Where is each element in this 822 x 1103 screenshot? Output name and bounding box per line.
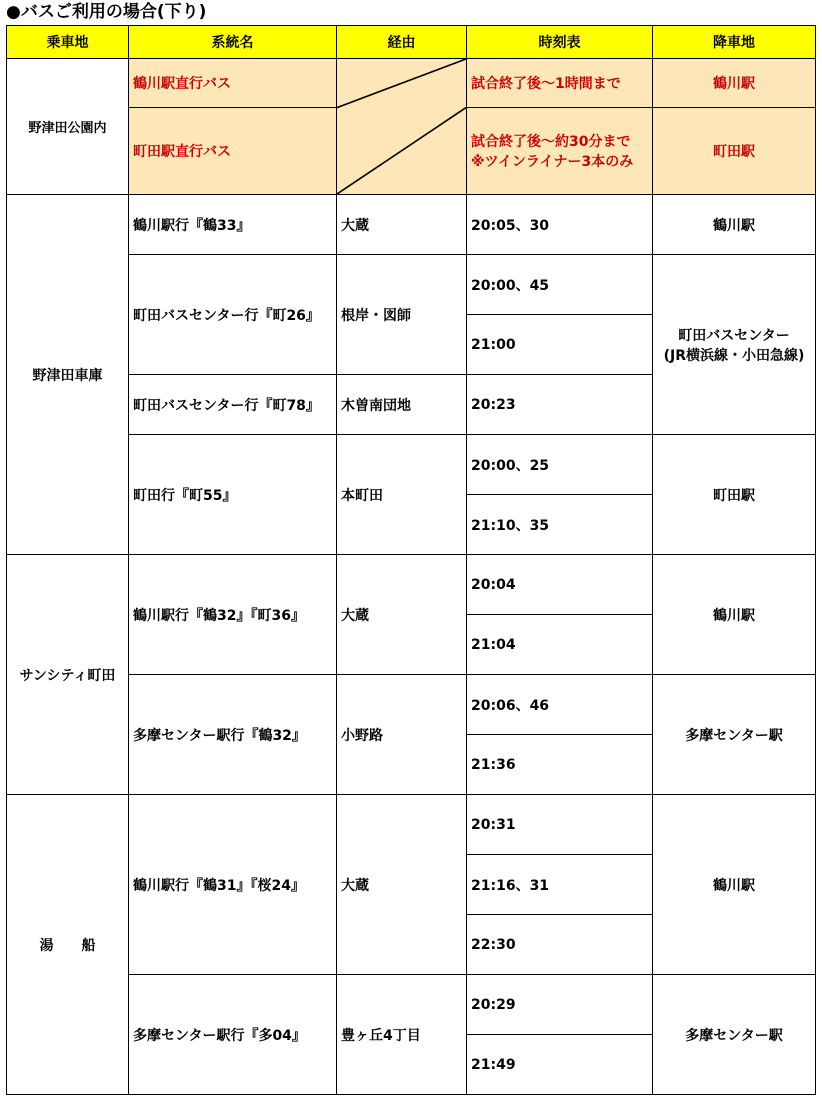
route-name: 鶴川駅行『鶴31』『桜24』 [129, 795, 337, 975]
dest-machida-direct: 町田駅 [653, 108, 816, 195]
route-machida-direct: 町田駅直行バス [129, 108, 337, 195]
header-via: 経由 [337, 26, 467, 59]
via-diagonal-cell [337, 59, 467, 195]
alighting-stop-line1: 町田バスセンター [678, 327, 790, 344]
route-name: 鶴川駅行『鶴32』『町36』 [129, 555, 337, 675]
time-tsurukawa-direct: 試合終了後～1時間まで [467, 59, 653, 108]
table-row [7, 975, 816, 1035]
header-timetable: 時刻表 [467, 26, 653, 59]
stop-noda-garage: 野津田車庫 [7, 195, 129, 555]
alighting-stop: 鶴川駅 [653, 795, 816, 975]
table-row [7, 555, 816, 615]
table-row [7, 675, 816, 735]
table-row [7, 795, 816, 855]
diagonal-lines [337, 59, 466, 194]
stop-suncity-machida: サンシティ町田 [7, 555, 129, 795]
alighting-stop: 町田駅 [653, 435, 816, 555]
route-via: 木曽南団地 [337, 375, 467, 435]
header-alighting-stop: 降車地 [653, 26, 816, 59]
header-route-name: 系統名 [129, 26, 337, 59]
stop-noda-koen: 野津田公園内 [7, 59, 129, 195]
route-via: 小野路 [337, 675, 467, 795]
departure-time: 21:10、35 [467, 495, 653, 555]
table-row [7, 59, 816, 108]
departure-time: 21:49 [467, 1035, 653, 1095]
departure-time: 20:05、30 [467, 195, 653, 255]
alighting-stop: 多摩センター駅 [653, 975, 816, 1095]
route-via: 本町田 [337, 435, 467, 555]
route-name: 町田バスセンター行『町78』 [129, 375, 337, 435]
route-via: 豊ヶ丘4丁目 [337, 975, 467, 1095]
route-name: 多摩センター駅行『鶴32』 [129, 675, 337, 795]
route-tsurukawa-direct: 鶴川駅直行バス [129, 59, 337, 108]
header-boarding-stop: 乗車地 [7, 26, 129, 59]
alighting-stop-line2: (JR横浜線・小田急線) [663, 347, 805, 364]
time-machida-direct-line1: 試合終了後～約30分まで [471, 134, 631, 150]
route-via: 大蔵 [337, 555, 467, 675]
departure-time: 20:31 [467, 795, 653, 855]
departure-time: 21:36 [467, 735, 653, 795]
departure-time: 20:29 [467, 975, 653, 1035]
alighting-stop [653, 255, 816, 435]
table-row [7, 255, 816, 315]
departure-time: 20:23 [467, 375, 653, 435]
alighting-stop: 多摩センター駅 [653, 675, 816, 795]
route-name: 町田行『町55』 [129, 435, 337, 555]
route-name: 町田バスセンター行『町26』 [129, 255, 337, 375]
route-via: 大蔵 [337, 195, 467, 255]
route-name: 鶴川駅行『鶴33』 [129, 195, 337, 255]
departure-time: 20:00、45 [467, 255, 653, 315]
departure-time: 21:00 [467, 315, 653, 375]
departure-time: 21:04 [467, 615, 653, 675]
route-via: 根岸・図師 [337, 255, 467, 375]
departure-time: 21:16、31 [467, 855, 653, 915]
dest-tsurukawa-direct: 鶴川駅 [653, 59, 816, 108]
table-row [7, 195, 816, 255]
page-title: ●バスご利用の場合(下り) [6, 2, 207, 22]
route-name: 多摩センター駅行『多04』 [129, 975, 337, 1095]
stop-yubune: 湯 船 [7, 795, 129, 1095]
time-machida-direct [467, 108, 653, 195]
bus-timetable [6, 25, 816, 1095]
alighting-stop: 鶴川駅 [653, 555, 816, 675]
departure-time: 20:00、25 [467, 435, 653, 495]
table-row [7, 435, 816, 495]
departure-time: 20:06、46 [467, 675, 653, 735]
header-row [7, 26, 816, 59]
departure-time: 22:30 [467, 915, 653, 975]
departure-time: 20:04 [467, 555, 653, 615]
route-via: 大蔵 [337, 795, 467, 975]
time-machida-direct-line2: ※ツインライナー3本のみ [471, 154, 634, 170]
alighting-stop: 鶴川駅 [653, 195, 816, 255]
